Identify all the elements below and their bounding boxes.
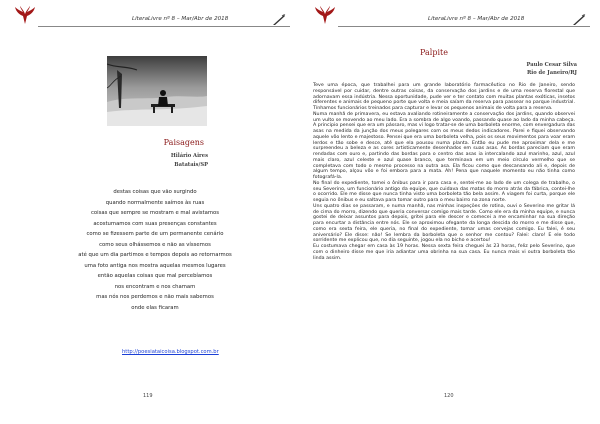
poem-body <box>30 187 280 313</box>
paisagem-photo <box>107 56 207 126</box>
poem-line: até que um dia partimos e tempos depois ao retornarmos <box>78 252 232 258</box>
poem-line: nos encontram e nos chamam <box>114 283 196 290</box>
poem-title: Paisagens <box>163 138 204 147</box>
story-title: Palpite <box>420 48 448 57</box>
poem-author-name: Hilário Aires <box>170 153 208 159</box>
poem-line: como se fizessem parte de um permanente cenário <box>86 231 224 237</box>
story-paragraph: Teve uma época, que trabalhei para um grande laboratório farmacêutico no Rio de Janeiro, sendo responsável por cuidar, dentre outras coisas, da conservação dos jardins e de uma reserva florestal que adornavam essa indústria. Nessa oportunidade, pude ver e ter contato com muitas plantas exóticas, insetos diferentes e animais de pequeno porte que volta e meia saíam da reserva para passear no parque industrial. Tínhamos funcionários treinados para capturar e levar os pequenos animais de volta para a reserva. <box>313 83 575 111</box>
poem-line: como seus olhássemos e não as víssemos <box>99 241 211 248</box>
poem-line: quando normalmente saímos às ruas <box>105 199 205 206</box>
story-author-city: Rio de Janeiro/RJ <box>527 70 577 76</box>
poem-line: então aquelas coisas que mal percebíamos <box>97 273 213 279</box>
poem-line: mas nós nos perdemos e não mais sabemos <box>96 294 214 300</box>
story-paragraph: Eu costumava chegar em casa às 19 horas. Nessa sexta feira cheguei às 23 horas, feliz pelo Severino, que com o dinheiro disse me que iria adiantar uma obrinha na sua casa. Eu nunca mais vi outra borboleta tão linda assim. <box>313 244 575 261</box>
wings-logo-icon <box>14 6 36 26</box>
story-author-name: Paulo Cesar Silva <box>526 62 577 68</box>
story-body <box>313 83 575 261</box>
poem-line: uma foto antiga nos mostra aquelas mesmos lugares <box>84 262 226 269</box>
wings-logo-icon <box>314 6 336 26</box>
story-paragraph: Uns quatro dias se passaram, e numa manhã, nas minhas inspeções de rotina, ouvi o Severino me gritar lá de cima do morro, dizendo que queria conversar comigo mais tarde. Como ele era da minha equipe, e nunca gostei de deixar assuntos para depois, gritei para ele descer e comecei a me encaminhar na sua direção para encurtar a distância entre nós. Ele se aproximou ofegante da longa descida do morro e me disse que, como era sexta feira, ele queria, no final do expediente, tomar umas cervejas comigo. Eu falei, é seu aniversário? Ele disse: não! Se lembra da borboleta que o senhor me contou? Falei: claro! E ele todo sorridente me explicou que, no dia seguinte, jogou ela no bicho e acertou! <box>313 203 575 244</box>
quill-pen-icon <box>272 14 286 26</box>
poem-author-city: Batatais/SP <box>174 162 208 168</box>
blog-link[interactable]: http://poesiataicoisa.blogspot.com.br <box>122 349 219 355</box>
story-author <box>527 61 577 77</box>
header-rule <box>338 26 590 27</box>
poem-line: acostumamos com suas presenças constantes <box>93 220 217 227</box>
story-paragraph: Numa manhã de primavera, eu estava avaliando rotineiramente a conservação dos jardins, quando observei um vulto se movendo ao meu lado. Era a sombra de algo voando, passando quase ao lado da minha cabeça. A principio pensei que era um pássaro, mas vi logo tratar-se de uma borboleta enorme, com envergadura das asas na medida da junção dos meus polegares com os meus dedos indicadores. Parei e fiquei observando aquele vôo lento e majestoso. Pensei que era uma borboleta velha, pois os seus movimentos para voar eram lerdos e tão sobe e desce, até que ela pousou numa planta. Então eu pude me aproximar dela e me surpreendeu a beleza e as cores artisticamente desenhados em suas asas. As bordas pareciam que eram rendadas com ouro e, partindo das bordas para o centro das asas ia intercalando azul marinho, azul, azul mais claro, azul celeste e azul quase branco, que terminava em um meio círculo vermelho que se completava com todo o mesmo processo na outra asa. Ela ficou como que descansando ali e, depois de algum tempo, alçou vôo e foi embora para a mata. Ah! Pena que naquele momento eu não tinha como fotografá-la. <box>313 111 575 180</box>
poem-line: onde elas ficaram <box>131 304 179 311</box>
header-text: LiteraLivre nº 8 – Mar/Abr de 2018 <box>132 16 229 22</box>
header-rule <box>38 26 290 27</box>
header-text: LiteraLivre nº 8 – Mar/Abr de 2018 <box>428 16 525 22</box>
page-number-right: 120 <box>444 393 454 399</box>
story-paragraph: No final do expediente, tomei o ônibus para ir para casa e, sentei-me ao lado de um colega de trabalho, o seu Severino, um funcionário antigo da equipe, que cuidava das matas do morro atrás da fábrica, contei-lhe o ocorrido. Ele me disse que nunca tinha visto uma borboleta tão bela assim. A viagem foi curta, porque ele seguia no ônibus e eu saltava para tomar outro para o meu bairro na zona norte. <box>313 180 575 203</box>
quill-pen-icon <box>572 14 586 26</box>
page-number-left: 119 <box>143 393 153 399</box>
poem-line: destas coisas que vão surgindo <box>113 189 197 195</box>
poem-line: coisas que sempre se mostram e mal avistamos <box>90 210 220 216</box>
